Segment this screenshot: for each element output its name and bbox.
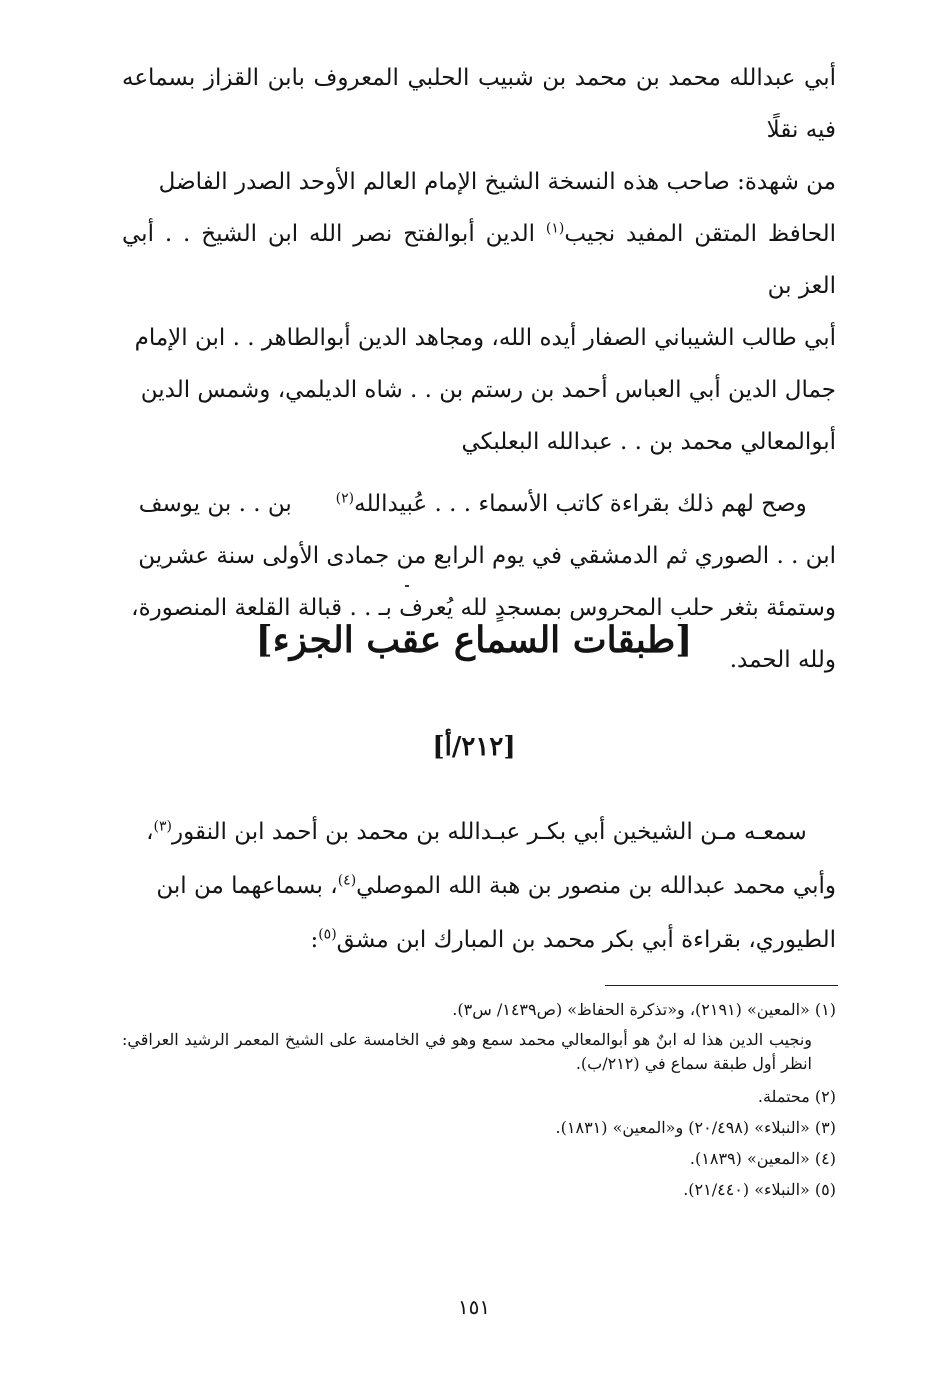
text-line: وستمئة بثغر حلب المحروس بمسجدٍ لله يُعرف بـ . . قبالة القلعة المنصورة، <box>131 595 836 621</box>
footnote: (٢) محتملة. <box>757 1087 836 1106</box>
footnote-marker[interactable]: (٢) <box>335 490 355 507</box>
text-line: الطيوري، بقراءة أبي بكر محمد بن المبارك ابن مشق$^{(٥)}$: <box>310 926 836 953</box>
footnote-marker[interactable]: (١) <box>545 220 565 237</box>
footnote-rule <box>605 985 838 986</box>
section-heading: [طبقات السماع عقب الجزء] <box>255 619 693 661</box>
intro-paragraph <box>122 52 836 686</box>
text-line: أبوالمعالي محمد بن . . عبدالله البعلبكي <box>461 429 836 455</box>
footnote-marker[interactable]: (٣) <box>153 818 172 835</box>
text-line: ولله الحمد. <box>729 647 836 673</box>
footnotes <box>122 995 836 1206</box>
footnote-marker[interactable]: (٤) <box>337 872 357 889</box>
footnote: (١) «المعين» (٢١٩١)، و«تذكرة الحفاظ» (ص١٤٣٩/ س٣). <box>452 1000 836 1019</box>
footnote-marker[interactable]: (٥) <box>318 926 337 943</box>
text-line: سمعـه مـن الشيخين أبي بكـر عبـدالله بن محمد بن أحمد ابن النقور$^{(٣)}$، <box>146 818 807 845</box>
text-line: أبي طالب الشيباني الصفار أيده الله، ومجاهد الدين أبوالطاهر . . ابن الإمام <box>134 325 836 351</box>
text-line: أبي عبدالله محمد بن محمد بن شبيب الحلبي المعروف بابن القزاز بسماعه فيه نقلًا <box>122 65 836 143</box>
text-line: وأبي محمد عبدالله بن منصور بن هبة الله الموصلي$^{(٤)}$، بسماعهما من ابن <box>156 872 836 899</box>
separator-dot <box>405 585 409 587</box>
text-line: وصح لهم ذلك بقراءة كاتب الأسماء . . . عُبيدالله$^{(٢)}$ بن . . بن يوسف <box>138 490 807 517</box>
page-number: ١٥١ <box>457 1295 491 1319</box>
text-line: جمال الدين أبي العباس أحمد بن رستم بن . . شاه الديلمي، وشمس الدين <box>140 377 836 403</box>
main-paragraph <box>122 805 836 967</box>
footnote: (٥) «النبلاء» (٢١/٤٤٠). <box>683 1180 836 1199</box>
footnote: ونجيب الدين هذا له ابنٌ هو أبوالمعالي محمد سمع وهو في الخامسة على الشيخ المعمر الرشيد العراقي: انظر أول طبقة سماع في (٢١٢/ب). <box>122 1030 812 1073</box>
footnote: (٤) «المعين» (١٨٣٩). <box>689 1149 836 1168</box>
text-line: ابن . . الصوري ثم الدمشقي في يوم الرابع من جمادى الأولى سنة عشرين <box>138 543 836 569</box>
folio-marker: [٢١٢/أ] <box>432 732 516 762</box>
text-line: من شهدة: صاحب هذه النسخة الشيخ الإمام العالم الأوحد الصدر الفاضل <box>158 169 836 195</box>
text-line: الحافظ المتقن المفيد نجيب$^{(١)}$ الدين أبوالفتح نصر الله ابن الشيخ . . أبي العز بن <box>122 220 837 299</box>
footnote: (٣) «النبلاء» (٢٠/٤٩٨) و«المعين» (١٨٣١). <box>555 1118 836 1137</box>
